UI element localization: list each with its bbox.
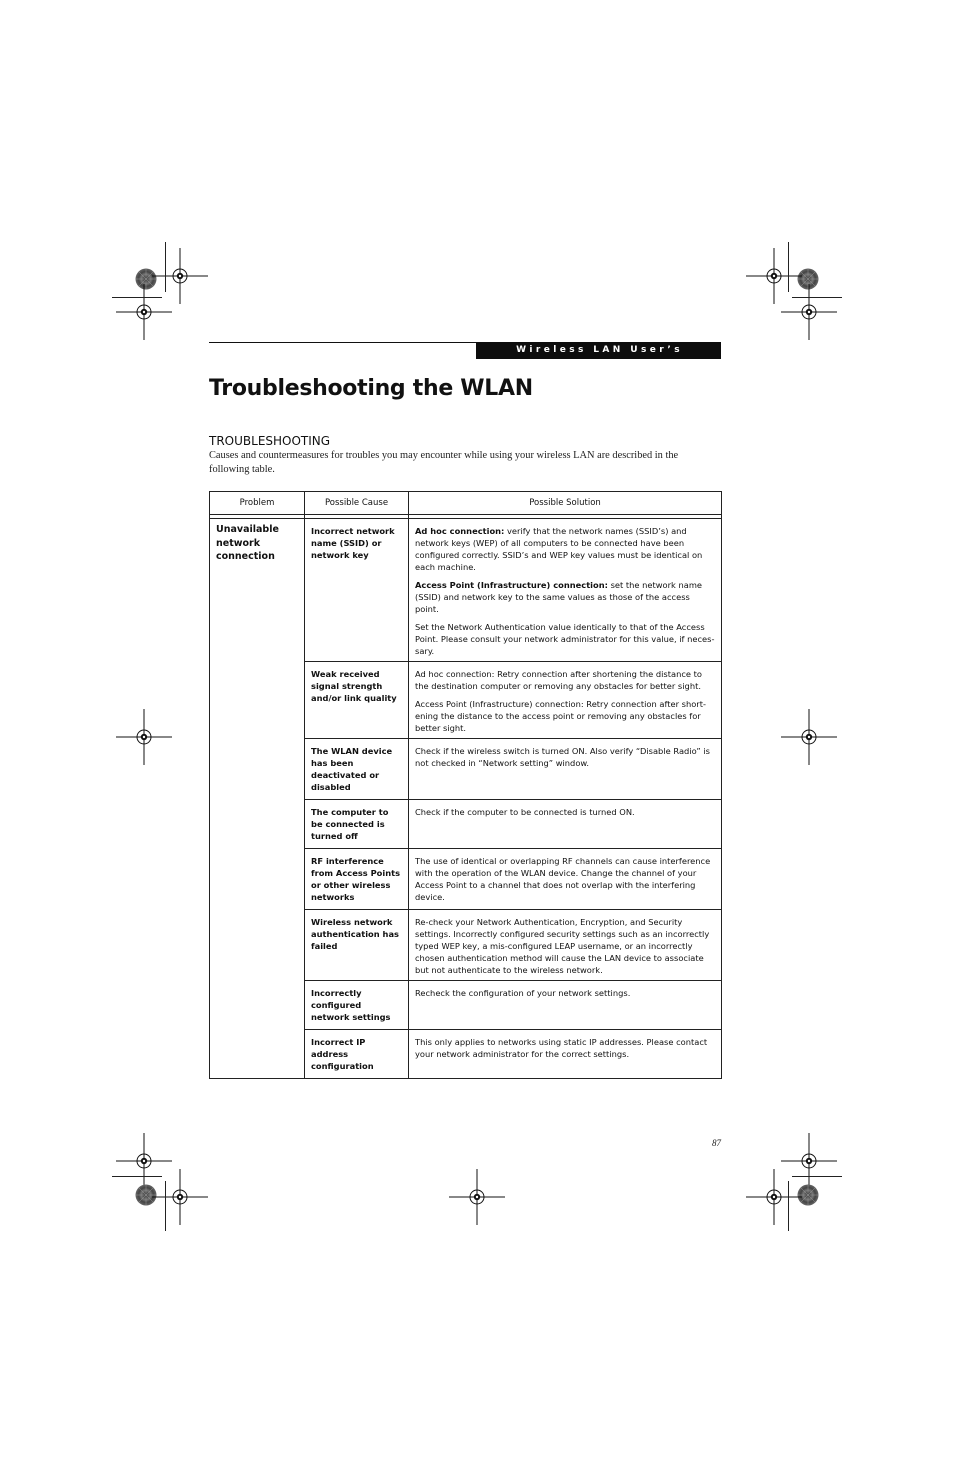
possible-solution-cell [409,739,722,800]
possible-solution-cell [409,800,722,849]
solution-paragraph [415,579,715,615]
solution-paragraph [415,621,715,657]
registration-mark-icon [781,709,837,765]
solution-text: Check if the wireless switch is turned ON. Also verify “Disable Radio” is not checked in “Network setting” window. [415,746,710,768]
registration-mark-icon [746,1169,802,1225]
possible-solution-cell [409,662,722,739]
solution-text: Ad hoc connection: Retry connection after shortening the distance to the destination computer or removing any obstacles for better sight. [415,669,702,691]
solution-paragraph [415,987,715,999]
solution-paragraph [415,1036,715,1060]
possible-cause-cell: Incorrectly configured network settings [305,981,409,1030]
solution-text: Check if the computer to be connected is turned ON. [415,807,635,817]
solution-text: Set the Network Authentication value identically to that of the Access Point. Please consult your network administrator for this value, if neces-sary. [415,622,715,656]
solution-paragraph [415,855,715,903]
solution-lead: Access Point (Infrastructure) connection: [415,580,608,590]
possible-solution-cell [409,1030,722,1079]
registration-mark-icon [116,709,172,765]
possible-cause-cell: The computer to be connected is turned off [305,800,409,849]
possible-cause-cell: RF interference from Access Points or other wireless networks [305,849,409,910]
section-heading: TROUBLESHOOTING [209,434,331,448]
problem-cell: Unavailable network connection [210,519,305,1079]
column-header-problem: Problem [210,492,305,515]
possible-cause-cell: The WLAN device has been deactivated or disabled [305,739,409,800]
solution-text: This only applies to networks using static IP addresses. Please contact your network administrator for the correct settings. [415,1037,708,1059]
column-header-cause: Possible Cause [305,492,409,515]
registration-mark-icon [152,1169,208,1225]
table-row [210,519,722,662]
crop-mark [112,297,162,298]
solution-paragraph [415,916,715,976]
crop-mark [792,297,842,298]
possible-solution-cell [409,981,722,1030]
possible-solution-cell [409,519,722,662]
page-title: Troubleshooting the WLAN [209,376,533,401]
crop-mark [165,242,166,292]
table-header-row [210,492,722,515]
solution-text: Re-check your Network Authentication, Encryption, and Security settings. Incorrectly configured security settings such as an incorrectly typed WEP key, a mis-configured LEAP username, or an incorrectly chosen authentication method will cause the LAN device to associate but not authenticate to the wireless network. [415,917,710,975]
page-number: 87 [712,1138,721,1148]
registration-mark-icon [116,284,172,340]
solution-text: set the network name (SSID) and network key to the same values as those of the access point. [415,580,703,614]
table-body [210,515,722,1079]
solution-text: Recheck the configuration of your network settings. [415,988,631,998]
column-header-solution: Possible Solution [409,492,722,515]
registration-mark-icon [781,284,837,340]
crop-mark [788,1181,789,1231]
possible-cause-cell: Weak received signal strength and/or link quality [305,662,409,739]
possible-cause-cell: Incorrect IP address configuration [305,1030,409,1079]
solution-paragraph [415,745,715,769]
crop-mark [792,1176,842,1177]
solution-lead: Ad hoc connection: [415,526,505,536]
intro-paragraph: Causes and countermeasures for troubles you may encounter while using your wireless LAN are described in the following table. [209,450,679,476]
registration-mark-icon [449,1169,505,1225]
crop-mark [112,1176,162,1177]
solution-paragraph [415,806,715,818]
crop-mark [165,1181,166,1231]
possible-cause-cell: Incorrect network name (SSID) or network key [305,519,409,662]
running-header: Wireless LAN User’s Guide [476,342,721,359]
solution-text: The use of identical or overlapping RF channels can cause interference with the operation of the WLAN device. Change the channel of your Access Point to a channel that does not overlap with the interfering device. [415,856,711,902]
solution-paragraph [415,698,715,734]
crop-mark [788,242,789,292]
solution-text: Access Point (Infrastructure) connection: Retry connection after short-ening the distance to the access point or removing any obstacles for better sight. [415,699,706,733]
solution-paragraph [415,668,715,692]
troubleshooting-table [209,491,722,1079]
solution-paragraph [415,525,715,573]
possible-solution-cell [409,910,722,981]
possible-cause-cell: Wireless network authentication has failed [305,910,409,981]
possible-solution-cell [409,849,722,910]
solution-text: verify that the network names (SSID’s) and network keys (WEP) of all computers to be connected have been configured correctly. SSID’s and WEP key values must be identical on each machine. [415,526,703,572]
